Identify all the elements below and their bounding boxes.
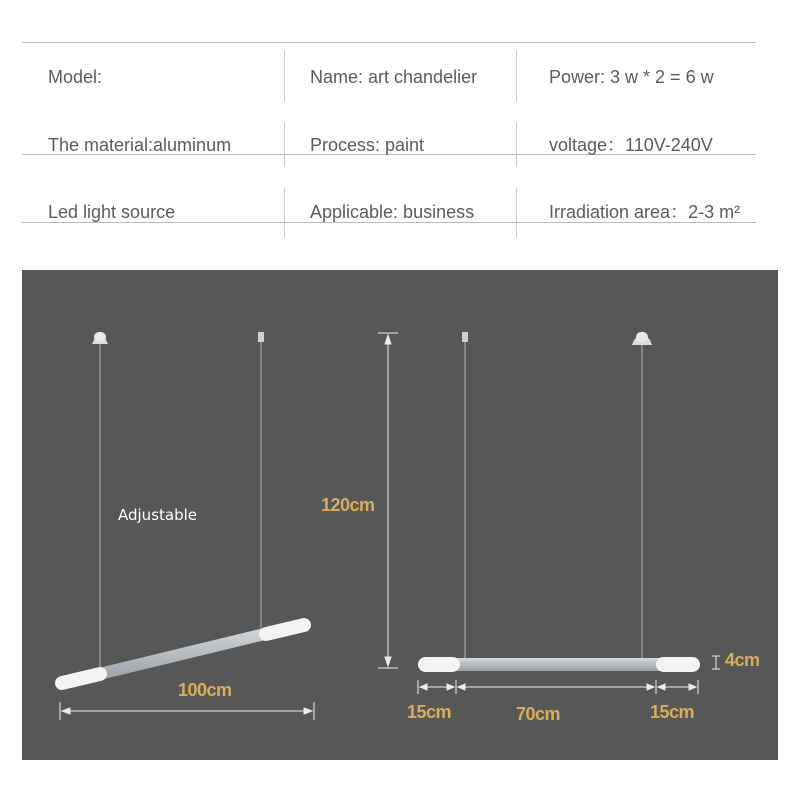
wire-clip [462,332,468,342]
dimension-middle: 70cm [516,704,561,724]
spec-light-source: Led light source [48,202,176,222]
led-end-cap [418,657,460,672]
spec-name: Name: art chandelier [310,67,478,87]
dimension-height: 120cm [321,495,375,515]
adjustable-label: Adjustable [118,506,197,524]
right-lamp [418,332,700,672]
spec-applicable: Applicable: business [310,202,475,222]
spec-model: Model: [48,67,103,87]
column-divider [284,188,285,238]
column-divider [516,50,517,102]
ceiling-canopy-cap [636,332,648,342]
product-photo [22,270,778,760]
dimension-lines-segments [418,680,698,694]
spec-irradiation: Irradiation area：2-3 m² [549,202,741,222]
dimension-line-100cm [60,702,314,720]
spec-process: Process: paint [310,135,425,155]
dimension-end-right: 15cm [650,702,695,722]
led-end-cap [266,625,304,634]
dimension-line-120cm [378,333,398,668]
spec-table [22,42,756,242]
spec-voltage: voltage：110V-240V [549,135,713,155]
column-divider [516,188,517,238]
ceiling-canopy-cap [94,332,106,342]
spec-power: Power: 3 w * 2 = 6 w [549,67,714,87]
wire-clip [258,332,264,342]
dimension-line-4cm [712,656,720,669]
dimension-tube-height: 4cm [725,650,760,670]
dimension-end-left: 15cm [407,702,452,722]
led-end-cap [656,657,700,672]
column-divider [516,122,517,167]
spec-material: The material:aluminum [48,135,232,155]
dimension-length-left: 100cm [178,680,232,700]
column-divider [284,50,285,102]
table-border-top [22,42,756,43]
led-end-cap [62,674,100,683]
column-divider [284,122,285,167]
